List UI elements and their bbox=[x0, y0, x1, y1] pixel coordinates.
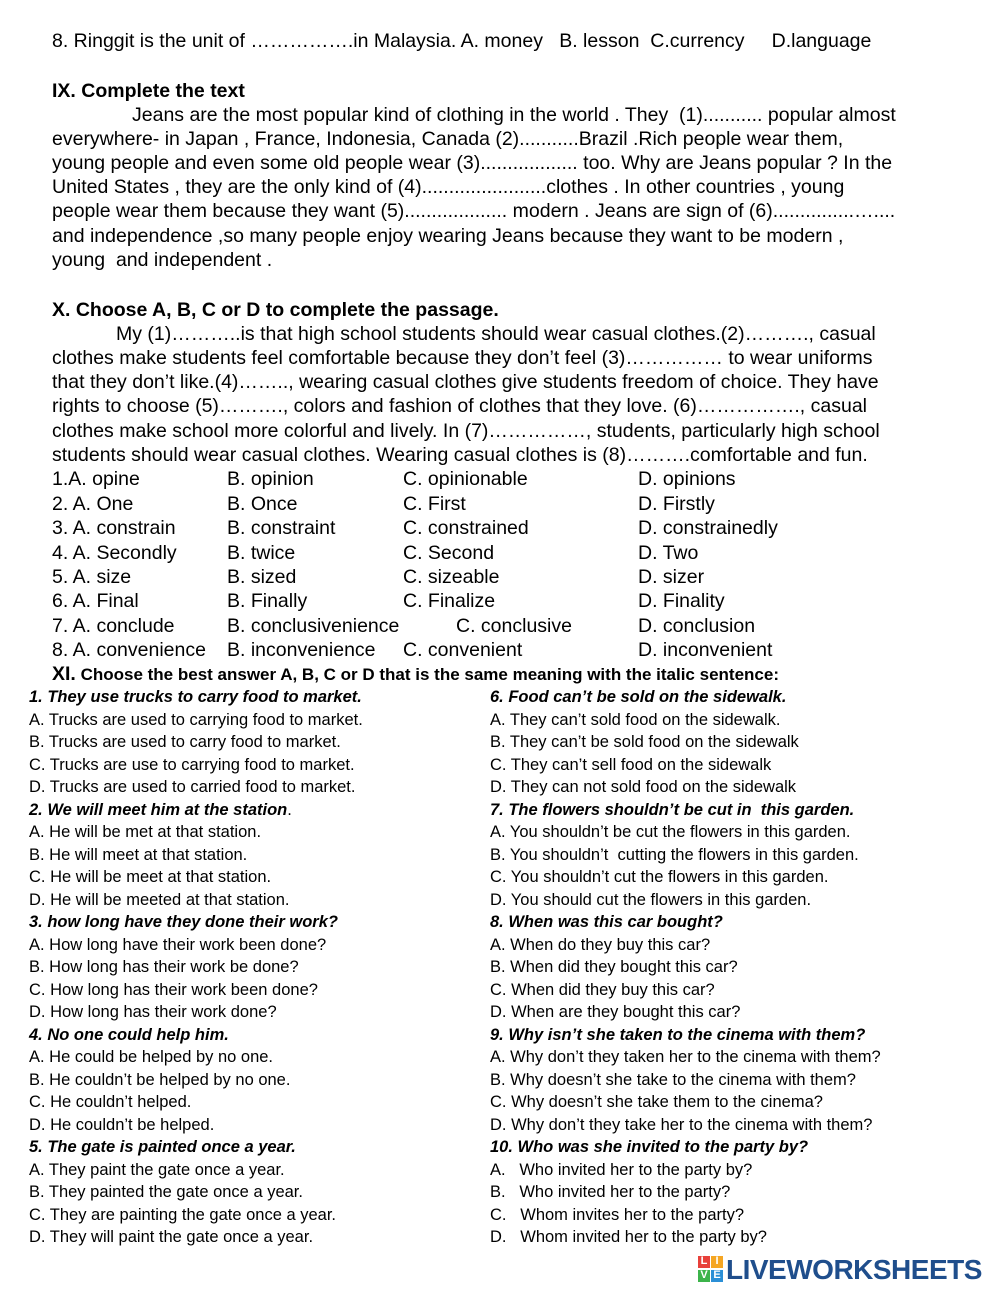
section-xi-number: XI. bbox=[52, 663, 76, 685]
logo-letter: V bbox=[698, 1270, 710, 1282]
option-b: B. twice bbox=[227, 542, 296, 564]
answer-option: D. He couldn’t be helped. bbox=[29, 1115, 215, 1134]
option-d: D. Two bbox=[638, 542, 699, 564]
question-stem: 10. Who was she invited to the party by? bbox=[490, 1138, 809, 1156]
answer-option: B. When did they bought this car? bbox=[490, 958, 738, 976]
section-ix-line: people wear them because they want (5)................... modern . Jeans are sign of (6)...............….... bbox=[52, 200, 896, 222]
section-ix-line: everywhere- in Japan , France, Indonesia, Canada (2)...........Brazil .Rich people wear them, bbox=[52, 128, 844, 150]
option-c: C. convenient bbox=[403, 639, 523, 661]
liveworksheets-wordmark: LIVEWORKSHEETS bbox=[726, 1254, 982, 1285]
answer-option: B. They can’t be sold food on the sidewalk bbox=[490, 733, 799, 751]
answer-option: B. He will meet at that station. bbox=[29, 845, 248, 864]
option-d: D. Finality bbox=[638, 590, 725, 612]
option-b: B. constraint bbox=[227, 517, 336, 539]
answer-option: B. You shouldn’t cutting the flowers in this garden. bbox=[490, 845, 859, 864]
question-stem: 2. We will meet him at the station bbox=[29, 800, 288, 819]
answer-option: C. Whom invites her to the party? bbox=[490, 1205, 745, 1224]
option-a: 6. A. Final bbox=[52, 590, 139, 612]
section-xi-instruction: Choose the best answer A, B, C or D that is the same meaning with the italic sentence: bbox=[75, 665, 779, 684]
option-a: 1.A. opine bbox=[52, 468, 140, 490]
option-d: D. sizer bbox=[638, 566, 705, 588]
answer-option: B. He couldn’t be helped by no one. bbox=[29, 1070, 291, 1089]
option-c: C. conclusive bbox=[456, 615, 572, 637]
answer-option: A. Trucks are used to carrying food to market. bbox=[29, 710, 363, 729]
option-d: D. Firstly bbox=[638, 493, 715, 515]
option-c: C. First bbox=[403, 493, 466, 515]
answer-option: C. You shouldn’t cut the flowers in this garden. bbox=[490, 868, 829, 886]
answer-option: B. They painted the gate once a year. bbox=[29, 1183, 303, 1201]
logo-letter: I bbox=[711, 1256, 723, 1268]
answer-option: C. When did they buy this car? bbox=[490, 980, 715, 999]
question-stem: 9. Why isn’t she taken to the cinema with them? bbox=[490, 1025, 866, 1044]
answer-option: C. They are painting the gate once a year. bbox=[29, 1205, 336, 1224]
question-stem: 5. The gate is painted once a year. bbox=[29, 1138, 296, 1156]
answer-option: B. Trucks are used to carry food to market. bbox=[29, 733, 341, 751]
option-a: 5. A. size bbox=[52, 566, 132, 588]
answer-option: D. You should cut the flowers in this garden. bbox=[490, 890, 812, 909]
option-b: B. inconvenience bbox=[227, 639, 376, 661]
section-ix-line: Jeans are the most popular kind of clothing in the world . They (1)........... popular almost bbox=[132, 104, 896, 126]
option-b: B. conclusivenience bbox=[227, 615, 400, 637]
liveworksheets-logo bbox=[698, 1255, 982, 1285]
option-d: D. inconvenient bbox=[638, 639, 773, 661]
option-c: C. Finalize bbox=[403, 590, 496, 612]
question-stem: 8. When was this car bought? bbox=[490, 913, 723, 931]
question-stem: 3. how long have they done their work? bbox=[29, 913, 338, 931]
answer-option: C. Trucks are use to carrying food to market. bbox=[29, 755, 355, 774]
answer-option: B. How long has their work be done? bbox=[29, 958, 299, 976]
answer-option: D. They will paint the gate once a year. bbox=[29, 1228, 314, 1246]
answer-option: B. Why doesn’t she take to the cinema with them? bbox=[490, 1070, 856, 1089]
liveworksheets-logo-icon bbox=[698, 1256, 724, 1284]
question-stem: 4. No one could help him. bbox=[29, 1025, 229, 1044]
question-stem: 6. Food can’t be sold on the sidewalk. bbox=[490, 688, 787, 706]
question-stem: 7. The flowers shouldn’t be cut in this garden. bbox=[490, 800, 855, 819]
answer-option: A. How long have their work been done? bbox=[29, 935, 327, 954]
answer-option: D. Whom invited her to the party by? bbox=[490, 1228, 767, 1246]
answer-option: A. He could be helped by no one. bbox=[29, 1048, 274, 1066]
answer-option: D. Why don’t they take her to the cinema with them? bbox=[490, 1115, 873, 1134]
answer-option: A. They can’t sold food on the sidewalk. bbox=[490, 710, 781, 729]
answer-option: C. They can’t sell food on the sidewalk bbox=[490, 755, 772, 774]
section-ix-title: IX. Complete the text bbox=[52, 80, 245, 102]
section-xi-title bbox=[52, 662, 779, 687]
section-x-line: rights to choose (5)………., colors and fashion of clothes that they love. (6)……………., casual bbox=[52, 395, 868, 417]
option-a: 4. A. Secondly bbox=[52, 542, 177, 564]
answer-option: A. He will be met at that station. bbox=[29, 823, 262, 841]
answer-option: C. He will be meet at that station. bbox=[29, 868, 272, 886]
option-b: B. sized bbox=[227, 566, 297, 588]
section-x-line: clothes make school more colorful and lively. In (7)……………, students, particularly high school bbox=[52, 420, 880, 442]
option-c: C. opinionable bbox=[403, 468, 528, 490]
option-c: C. constrained bbox=[403, 517, 529, 539]
answer-option: A. Who invited her to the party by? bbox=[490, 1160, 753, 1179]
answer-option: C. How long has their work been done? bbox=[29, 980, 318, 999]
answer-option: D. When are they bought this car? bbox=[490, 1003, 741, 1021]
section-ix-line: and independence ,so many people enjoy wearing Jeans because they want to be modern , bbox=[52, 225, 844, 247]
option-b: B. Finally bbox=[227, 590, 308, 612]
section-x-title: X. Choose A, B, C or D to complete the passage. bbox=[52, 299, 499, 321]
answer-option: A. They paint the gate once a year. bbox=[29, 1160, 285, 1179]
option-a: 8. A. convenience bbox=[52, 639, 206, 661]
option-a: 2. A. One bbox=[52, 493, 134, 515]
section-x-line: clothes make students feel comfortable because they don’t feel (3)…………… to wear uniforms bbox=[52, 347, 873, 369]
answer-option: D. How long has their work done? bbox=[29, 1003, 277, 1021]
answer-option: A. Why don’t they taken her to the cinema with them? bbox=[490, 1048, 881, 1066]
question-stem: 1. They use trucks to carry food to market. bbox=[29, 688, 362, 706]
option-d: D. opinions bbox=[638, 468, 736, 490]
question-8-line: 8. Ringgit is the unit of …………….in Malaysia. A. money B. lesson C.currency D.language bbox=[52, 30, 872, 52]
answer-option: A. When do they buy this car? bbox=[490, 935, 711, 954]
option-d: D. constrainedly bbox=[638, 517, 778, 539]
option-a: 3. A. constrain bbox=[52, 517, 176, 539]
section-x-line: that they don’t like.(4)…….., wearing casual clothes give students freedom of choice. They have bbox=[52, 371, 879, 393]
question-stem-row bbox=[29, 799, 292, 822]
option-d: D. conclusion bbox=[638, 615, 756, 637]
section-x-line: My (1)………..is that high school students should wear casual clothes.(2)………., casual bbox=[116, 323, 876, 345]
answer-option: B. Who invited her to the party? bbox=[490, 1183, 731, 1201]
section-ix-line: young people and even some old people wear (3).................. too. Why are Jeans popular ? In the bbox=[52, 152, 893, 174]
section-ix-line: young and independent . bbox=[52, 249, 273, 271]
answer-option: D. They can not sold food on the sidewalk bbox=[490, 778, 797, 796]
answer-option: C. Why doesn’t she take them to the cinema? bbox=[490, 1093, 823, 1111]
section-x-line: students should wear casual clothes. Wearing casual clothes is (8)……….comfortable and fun. bbox=[52, 444, 868, 466]
option-c: C. sizeable bbox=[403, 566, 500, 588]
option-c: C. Second bbox=[403, 542, 495, 564]
logo-letter: E bbox=[711, 1270, 723, 1282]
section-ix-line: United States , they are the only kind of (4).......................clothes . In other countries , young bbox=[52, 176, 845, 198]
option-b: B. Once bbox=[227, 493, 298, 515]
answer-option: C. He couldn’t helped. bbox=[29, 1093, 192, 1111]
question-stem-tail: . bbox=[287, 800, 292, 819]
option-b: B. opinion bbox=[227, 468, 314, 490]
logo-letter: L bbox=[698, 1256, 710, 1268]
option-a: 7. A. conclude bbox=[52, 615, 175, 637]
answer-option: D. Trucks are used to carried food to market. bbox=[29, 778, 356, 796]
answer-option: A. You shouldn’t be cut the flowers in this garden. bbox=[490, 823, 851, 841]
answer-option: D. He will be meeted at that station. bbox=[29, 890, 290, 909]
